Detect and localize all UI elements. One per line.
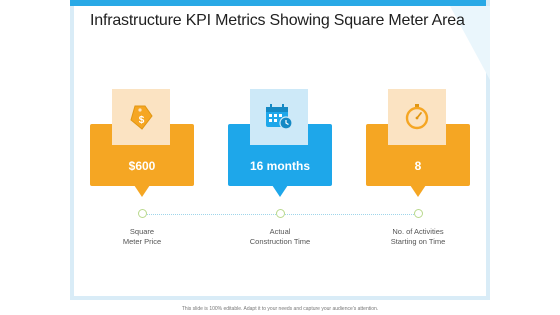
timeline-dot — [414, 209, 423, 218]
stopwatch-icon — [402, 102, 432, 132]
metric-card-activities — [366, 89, 470, 205]
icon-box — [112, 89, 170, 145]
price-tag-icon — [126, 102, 156, 132]
timeline-dot — [276, 209, 285, 218]
label-line: Actual — [269, 227, 291, 236]
metric-value: 8 — [414, 159, 422, 173]
timeline-dot — [138, 209, 147, 218]
icon-box — [250, 89, 308, 145]
calendar-icon — [263, 102, 295, 132]
metric-label — [363, 227, 473, 247]
card-pointer — [134, 185, 150, 197]
card-pointer — [410, 185, 426, 197]
metric-value: 16 months — [249, 159, 310, 173]
metric-label — [87, 227, 197, 247]
frame-top-bar — [70, 0, 490, 6]
label-line: Starting on Time — [390, 237, 446, 246]
slide-footer: This slide is 100% editable. Adapt it to your needs and capture your audience's attention. — [181, 306, 379, 312]
card-pointer — [272, 185, 288, 197]
icon-box — [388, 89, 446, 145]
frame-bottom-border — [70, 296, 490, 300]
label-line: Meter Price — [122, 237, 162, 246]
svg-text:$: $ — [138, 115, 145, 126]
metric-value: $600 — [128, 159, 156, 173]
metric-card-price — [90, 89, 194, 205]
metric-label — [225, 227, 335, 247]
label-line: Construction Time — [249, 237, 311, 246]
slide-title: Infrastructure KPI Metrics Showing Square Meter Area — [90, 12, 465, 29]
label-line: No. of Activities — [392, 227, 444, 236]
frame-left-border — [70, 0, 74, 300]
label-line: Square — [129, 227, 155, 236]
metric-card-construction-time — [228, 89, 332, 205]
